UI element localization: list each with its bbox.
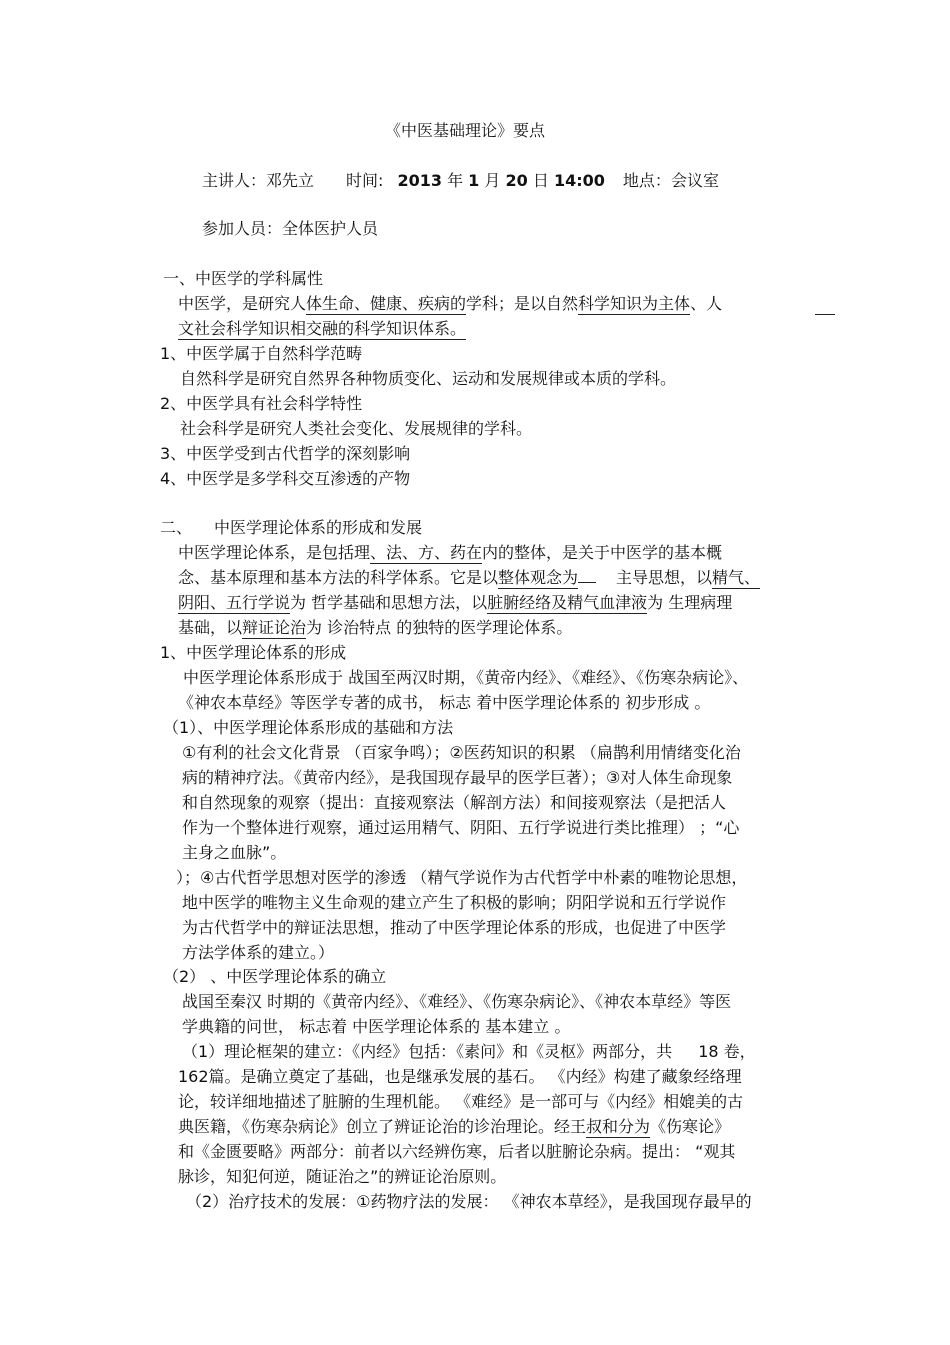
attendees-label: 参加人员：	[202, 219, 283, 238]
subsection2-heading: （2） 、中医学理论体系的确立	[163, 967, 387, 986]
text-run: 主导思想，以	[616, 568, 713, 587]
subsection2-line4	[178, 1067, 742, 1087]
subsection1-line1: ①有利的社会文化背景 （百家争鸣）；②医药知识的积累 （扁鹊利用情绪变化治	[182, 743, 741, 762]
text-run: 为 哲学基础和思想方法，以	[290, 593, 488, 612]
text-run: 基础，以	[178, 618, 243, 637]
blank-underline	[815, 314, 835, 315]
speaker: 邓先立	[266, 171, 315, 190]
text-run: 念、基本原理和基本方法的科学体系。它是以	[178, 568, 499, 587]
text-run: 典医籍，《伤寒杂病论》创立了辨证论治的诊治理论。经王	[178, 1117, 587, 1136]
subsection2-line6	[178, 1117, 730, 1137]
underlined-run: 文社会科学知识相交融的科学知识体系。	[178, 319, 467, 338]
place: 会议室	[670, 171, 719, 190]
section1-para-line1	[178, 294, 722, 314]
subsection2-line7: 和《金匮要略》两部分：前者以六经辨伤寒，后者以脏腑论杂病。提出： “观其	[178, 1142, 736, 1161]
section1-heading: 一、中医学的学科属性	[163, 269, 324, 288]
month-unit: 月	[484, 171, 501, 190]
meta-line	[202, 171, 719, 191]
text-run: 、人	[690, 294, 723, 313]
section1-item1: 1、中医学属于自然科学范畴	[160, 344, 363, 363]
underlined-run: 、法、方、药在	[370, 543, 483, 562]
section1-item1-desc: 自然科学是研究自然界各种物质变化、运动和发展规律或本质的学科。	[180, 369, 677, 388]
text-run: 学科；是以自然	[466, 294, 579, 313]
time-label: 时间:	[346, 171, 384, 190]
text-run: 中医学，是研究人	[178, 294, 307, 313]
clock: 14:00	[553, 171, 605, 190]
text-run: 中医学理论体系，是包括理	[178, 543, 371, 562]
text-run: 篇。是确立奠定了基础，也是继承发展的基石。 《内经》构建了藏象经络理	[208, 1067, 742, 1086]
year-unit: 年	[447, 171, 464, 190]
place-label: 地点：	[622, 171, 671, 190]
section2-number: 二、	[160, 518, 193, 537]
section1-item2: 2、中医学具有社会科学特性	[160, 394, 363, 413]
subsection1-line9: 方法学体系的建立。）	[182, 943, 335, 962]
day-unit: 日	[532, 171, 549, 190]
section2-item1: 1、中医学理论体系的形成	[160, 643, 347, 662]
section1-item4: 4、中医学是多学科交互渗透的产物	[160, 469, 411, 488]
section2-para-line4	[178, 618, 572, 638]
section2-para-line1	[178, 543, 722, 563]
section2-title: 中医学理论体系的形成和发展	[214, 518, 423, 537]
section2-para-line3	[178, 593, 732, 613]
chapter-count: 162	[178, 1067, 209, 1086]
subsection1-line2: 病的精神疗法。《黄帝内经》，是我国现存最早的医学巨著）；③对人体生命现象	[182, 768, 733, 787]
underlined-run: 科学知识为主体	[578, 294, 691, 313]
text-run: （1）理论框架的建立：《内经》包括：《素问》和《灵枢》两部分，共	[182, 1042, 673, 1061]
section2-item1-line2: 《神农本草经》等医学专著的成书， 标志 着中医学理论体系的 初步形成 。	[178, 693, 711, 712]
attendees-line	[202, 219, 378, 239]
attendees: 全体医护人员	[282, 219, 379, 238]
underlined-run: 精气、	[712, 568, 761, 587]
blank-underline	[578, 581, 596, 583]
subsection2-line3	[182, 1042, 756, 1062]
underlined-run: 阴阳、五行学说	[178, 593, 291, 612]
text-run: 卷，	[723, 1042, 756, 1061]
underlined-run: 脏腑经络及精气血津液	[487, 593, 648, 612]
month: 1	[468, 171, 480, 190]
text-run: 为 生理病理	[647, 593, 733, 612]
underlined-run: 整体观念为	[498, 568, 579, 587]
text-run: 《伤寒论》	[650, 1117, 731, 1136]
day: 20	[505, 171, 528, 190]
speaker-label: 主讲人：	[202, 171, 267, 190]
section1-item2-desc: 社会科学是研究人类社会变化、发展规律的学科。	[180, 419, 533, 438]
section2-heading	[160, 518, 422, 538]
subsection1-line7: 地中医学的唯物主义生命观的建立产生了积极的影响；阴阳学说和五行学说作	[182, 893, 727, 912]
subsection2-line8: 脉诊，知犯何逆，随证治之”的辨证论治原则。	[178, 1167, 507, 1186]
text-run: 内的整体，是关于中医学的基本概	[482, 543, 723, 562]
year: 2013	[397, 171, 442, 190]
text-run: 为 诊治特点 的独特的医学理论体系。	[306, 618, 573, 637]
subsection2-line9: （2）治疗技术的发展：①药物疗法的发展： 《神农本草经》，是我国现存最早的	[186, 1192, 752, 1211]
underlined-run: 辩证论治	[242, 618, 307, 637]
volume-count: 18	[698, 1042, 719, 1061]
subsection2-line5: 论，较详细地描述了脏腑的生理机能。 《难经》是一部可与《内经》相媲美的古	[178, 1092, 744, 1111]
subsection1-heading: （1）、中医学理论体系形成的基础和方法	[163, 718, 454, 737]
section1-para-line2	[178, 319, 466, 339]
subsection1-line8: 为古代哲学中的辩证法思想，推动了中医学理论体系的形成，也促进了中医学	[182, 918, 727, 937]
section1-item3: 3、中医学受到古代哲学的深刻影响	[160, 444, 411, 463]
subsection1-line4: 作为一个整体进行观察，通过运用精气、阴阳、五行学说进行类比推理） ；“心	[182, 818, 740, 837]
subsection1-line5: 主身之血脉”。	[182, 843, 287, 862]
underlined-run: 叔和分为	[586, 1117, 651, 1136]
subsection2-line1: 战国至秦汉 时期的《黄帝内经》、《难经》、《伤寒杂病论》、《神农本草经》等医	[182, 992, 732, 1011]
subsection1-line6: ）；④古代哲学思想对医学的渗透 （精气学说作为古代哲学中朴素的唯物论思想，	[176, 868, 748, 887]
doc-title: 《中医基础理论》要点	[385, 121, 546, 140]
subsection1-line3: 和自然现象的观察（提出：直接观察法（解剖方法）和间接观察法（是把活人	[182, 793, 727, 812]
underlined-run: 体生命、健康、疾病的	[306, 294, 467, 313]
section2-item1-line1: 中医学理论体系形成于 战国至两汉时期，《黄帝内经》、《难经》、《伤寒杂病论》、	[183, 668, 749, 687]
subsection2-line2: 学典籍的问世， 标志着 中医学理论体系的 基本建立 。	[182, 1017, 571, 1036]
section2-para-line2	[178, 568, 760, 588]
